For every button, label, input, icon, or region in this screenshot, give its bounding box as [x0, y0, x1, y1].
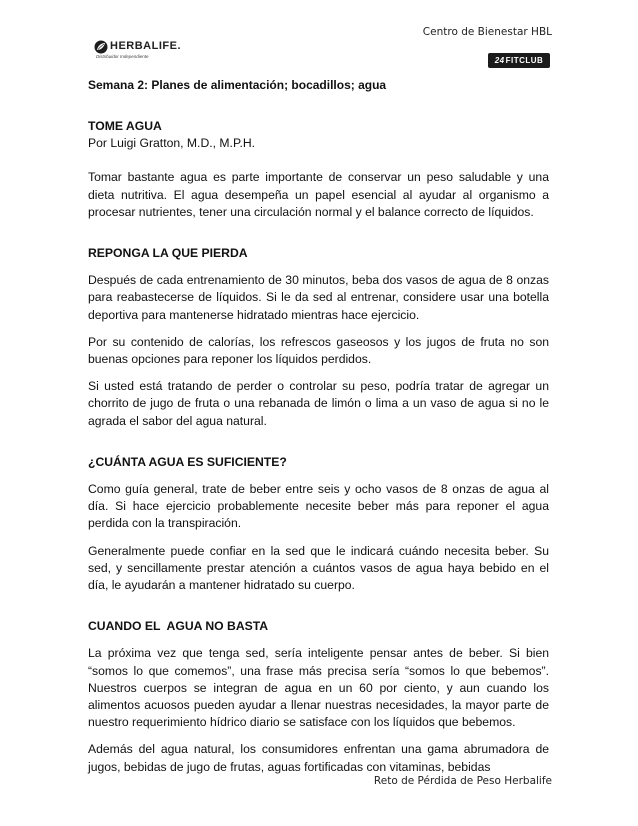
paragraph: La próxima vez que tenga sed, sería inteligente pensar antes de beber. Si bien “somos lo que comemos”, una frase más precisa sería “somos lo que bebemos”. Nuestros cuerpos se integran de agua en un 60 por ciento, y aun cuando los alimentos acuosos pueden ayudar a llenar nuestras necesidades, la mayor parte de nuestro requerimiento hídrico diario se satisface con los líquidos que bebemos. — [88, 646, 549, 730]
paragraph: Después de cada entrenamiento de 30 minutos, beba dos vasos de agua de 8 onzas para reabastecerse de líquidos. Si le da sed al entrenar, considere usar una botella deportiva para mantenerse hidratado mientras hace ejercicio. — [88, 273, 549, 322]
paragraph: Si usted está tratando de perder o controlar su peso, podría tratar de agregar un chorrito de jugo de fruta o una rebanada de limón o lima a un vaso de agua si no le agrada el sabor del agua natural. — [88, 379, 549, 428]
paragraph: Como guía general, trate de beber entre seis y ocho vasos de 8 onzas de agua al día. Si hace ejercicio probablemente necesite beber más para reponer el agua perdida con la transpiración. — [88, 482, 549, 531]
section-heading: CUANDO EL AGUA NO BASTA — [88, 619, 269, 634]
herbalife-logo — [92, 40, 202, 66]
section-heading: TOME AGUA — [88, 119, 162, 133]
footer-text: Reto de Pérdida de Peso Herbalife — [373, 775, 552, 787]
logo-name: HERBALIFE. — [110, 40, 181, 52]
logo-tagline: Distribuidor Independiente — [96, 54, 149, 59]
document-body — [88, 118, 549, 776]
paragraph: Tomar bastante agua es parte importante de conservar un peso saludable y una dieta nutritiva. El agua desempeña un papel esencial al ayudar al organismo a procesar nutrientes, tener una circulación normal y el balance correcto de líquidos. — [88, 170, 549, 219]
header-right-text: Centro de Bienestar HBL — [422, 26, 552, 38]
fitclub-badge-text: FITCLUB — [505, 56, 544, 65]
fitclub-badge — [488, 53, 550, 68]
paragraph: Por su contenido de calorías, los refrescos gaseosos y los jugos de fruta no son buenas opciones para reponer los líquidos perdidos. — [88, 334, 549, 367]
paragraph: Generalmente puede confiar en la sed que le indicará cuándo necesita beber. Su sed, y sencillamente prestar atención a cuántos vasos de agua haya bebido en el día, le ayudarán a mantener hidratado su cuerpo. — [88, 543, 549, 593]
leaf-icon — [94, 40, 108, 54]
fitclub-badge-number: 24 — [494, 56, 505, 65]
page-title: Semana 2: Planes de alimentación; bocadillos; agua — [88, 78, 387, 92]
author-line: Por Luigi Gratton, M.D., M.P.H. — [88, 136, 256, 151]
section-heading: REPONGA LA QUE PIERDA — [88, 246, 248, 261]
paragraph: Además del agua natural, los consumidores enfrentan una gama abrumadora de jugos, bebidas de jugo de frutas, aguas fortificadas con vitaminas, bebidas — [88, 742, 549, 774]
section-heading: ¿CUÁNTA AGUA ES SUFICIENTE? — [88, 454, 287, 469]
